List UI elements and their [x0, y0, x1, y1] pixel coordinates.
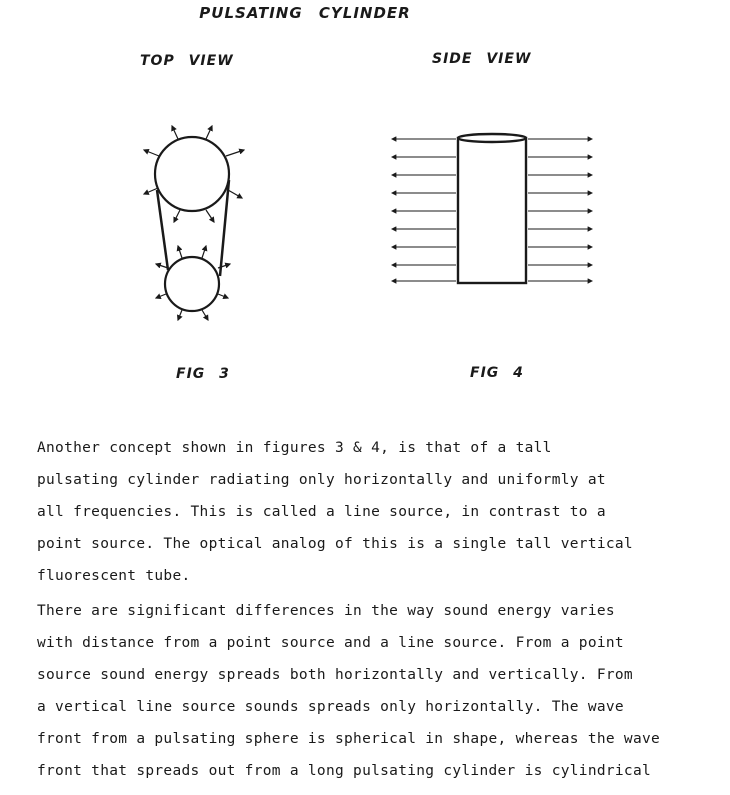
paragraph-energy-spread: There are significant differences in the way sound energy varies with distance from a point source and a line source. From a point source sound energy spreads both horizontally and vertically. From a vertical line source sounds spreads only horizontally. The wave front from a pulsating sphere is spherical in shape, whereas the wave front that spreads out from a long pulsating cylinder is cylindrical	[37, 603, 661, 779]
side-view-diagram	[388, 126, 598, 290]
page-title: PULSATING CYLINDER	[199, 4, 411, 22]
right-tangent-line	[220, 180, 229, 276]
fig4-caption: FIG 4	[470, 365, 524, 381]
bottom-circle	[165, 257, 219, 311]
top-view-diagram	[130, 118, 260, 328]
side-view-label: SIDE VIEW	[432, 51, 532, 67]
top-circle	[155, 137, 229, 211]
top-view-label: TOP VIEW	[140, 53, 234, 69]
fig3-caption: FIG 3	[176, 366, 230, 382]
cylinder	[458, 134, 526, 283]
paragraph-line-source: Another concept shown in figures 3 & 4, is that of a tall pulsating cylinder radiating only horizontally and uniformly at all frequencies. This is called a line source, in contrast to a point source. The optical analog of this is a single tall vertical fluorescent tube.	[37, 440, 633, 584]
